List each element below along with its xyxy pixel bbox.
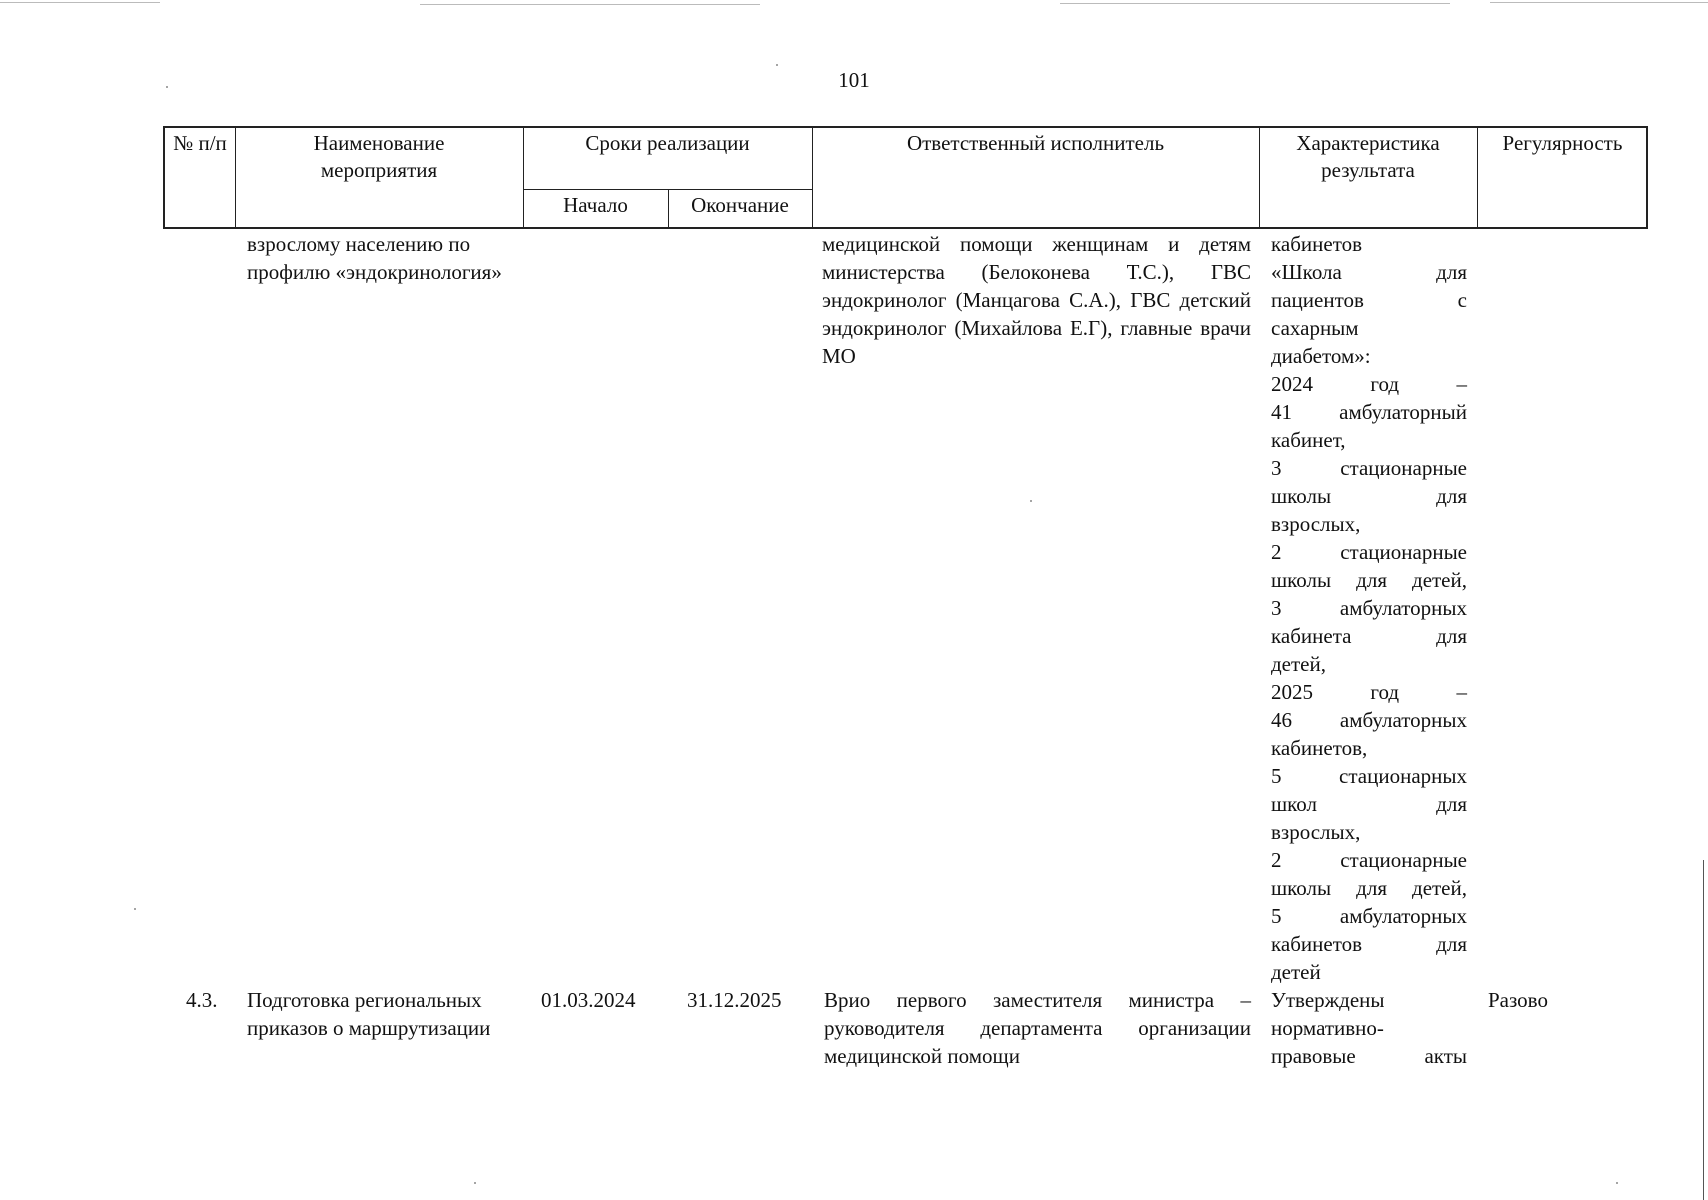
row-continued-result: [1271, 230, 1467, 986]
result-line: 2024 год –: [1271, 372, 1467, 396]
row-4-3-regularity: Разово: [1488, 988, 1548, 1012]
result-line: 2 стационарные: [1271, 848, 1467, 872]
header-end: Окончание: [691, 193, 789, 217]
row-4-3-executor: Врио первого заместителя министра – руководителя департамента организации медицинской помощи: [824, 988, 1251, 1068]
result-line: школы для: [1271, 484, 1467, 508]
result-line: «Школа для: [1271, 260, 1467, 284]
scan-speck: [474, 1182, 476, 1184]
scan-speck: [1030, 500, 1032, 502]
header-regularity: Регулярность: [1502, 131, 1623, 155]
result-line: 3 амбулаторных: [1271, 596, 1467, 620]
scan-edge: [1703, 860, 1704, 1200]
result-line: диабетом»:: [1271, 344, 1371, 368]
result-line: детей: [1271, 960, 1321, 984]
header-name: Наименование мероприятия: [313, 131, 445, 182]
scan-artifact: [420, 4, 760, 5]
result-line: школы для детей,: [1271, 568, 1467, 592]
result-line: кабинетов: [1271, 232, 1363, 256]
result-line: 5 стационарных: [1271, 764, 1467, 788]
result-line: кабинета для: [1271, 624, 1467, 648]
result-line: нормативно-: [1271, 1016, 1384, 1040]
result-line: 41 амбулаторный: [1271, 400, 1467, 424]
result-line: школ для: [1271, 792, 1467, 816]
result-line: 2025 год –: [1271, 680, 1467, 704]
scan-speck: [134, 908, 136, 910]
row-continued-name: взрослому населению по профилю «эндокринология»: [247, 232, 502, 284]
result-line: пациентов с: [1271, 288, 1467, 312]
result-line: кабинетов для: [1271, 932, 1467, 956]
result-line: сахарным: [1271, 316, 1359, 340]
table-header: [163, 126, 1648, 229]
result-line: Утверждены: [1271, 988, 1385, 1012]
row-4-3-start: 01.03.2024: [541, 988, 636, 1012]
row-4-3-name: Подготовка региональных приказов о маршрутизации: [247, 988, 491, 1040]
scan-speck: [776, 64, 778, 66]
result-line: кабинет,: [1271, 428, 1346, 452]
page-number: 101: [838, 68, 870, 92]
result-line: 3 стационарные: [1271, 456, 1467, 480]
result-line: кабинетов,: [1271, 736, 1368, 760]
header-start: Начало: [563, 193, 628, 217]
header-executor: Ответственный исполнитель: [906, 131, 1165, 155]
result-line: взрослых,: [1271, 820, 1361, 844]
scan-speck: [1616, 1182, 1618, 1184]
row-4-3-end: 31.12.2025: [687, 988, 782, 1012]
header-num: № п/п: [173, 131, 227, 155]
result-line: 2 стационарные: [1271, 540, 1467, 564]
row-continued-executor: медицинской помощи женщинам и детям министерства (Белоконева Т.С.), ГВС эндокринолог (Манцагова С.А.), ГВС детский эндокринолог (Михайлова Е.Г), главные врачи МО: [822, 232, 1251, 368]
scan-artifact: [1490, 2, 1708, 3]
header-result: Характеристика результата: [1296, 131, 1440, 182]
result-line: 46 амбулаторных: [1271, 708, 1467, 732]
scan-artifact: [1060, 3, 1450, 4]
row-4-3-num: 4.3.: [186, 988, 218, 1012]
result-line: правовые акты: [1271, 1044, 1467, 1068]
row-4-3-result: [1271, 986, 1467, 1070]
result-line: детей,: [1271, 652, 1326, 676]
scan-speck: [166, 86, 168, 88]
result-line: 5 амбулаторных: [1271, 904, 1467, 928]
header-terms: Сроки реализации: [585, 131, 750, 155]
scan-artifact: [0, 2, 160, 3]
result-line: школы для детей,: [1271, 876, 1467, 900]
result-line: взрослых,: [1271, 512, 1361, 536]
